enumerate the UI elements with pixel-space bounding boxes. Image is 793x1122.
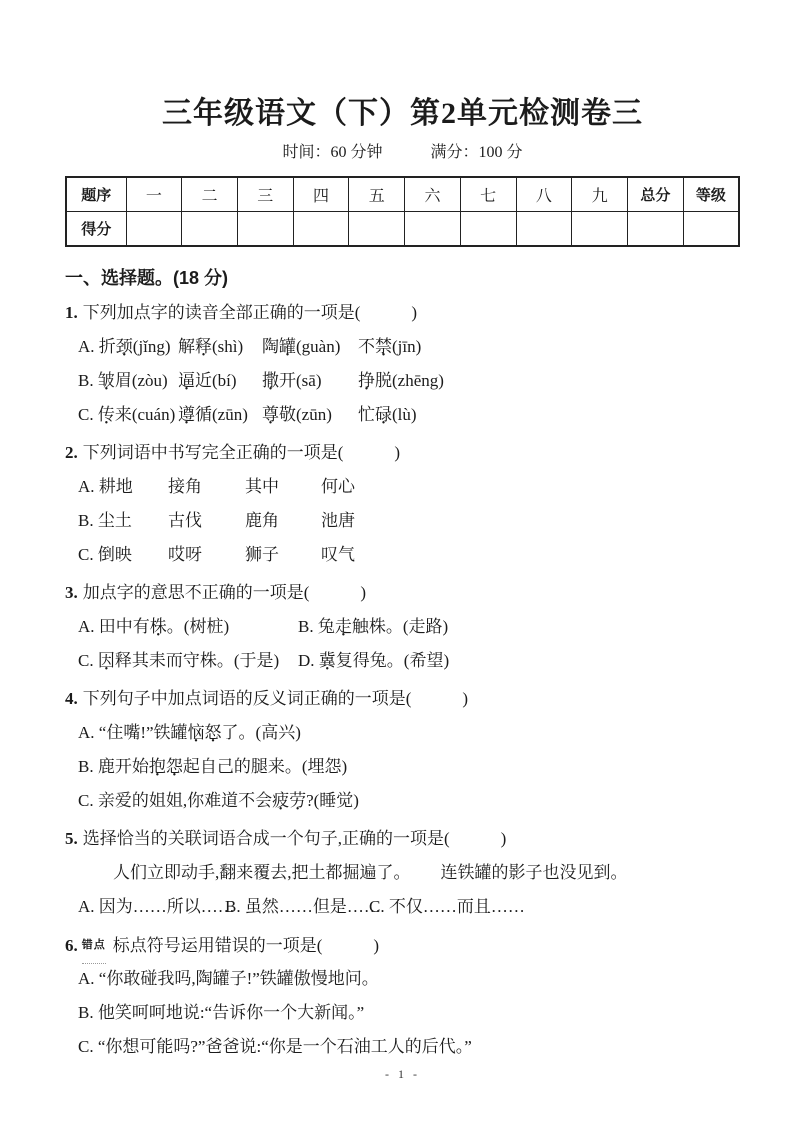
page-number: - 1 - [385, 1067, 420, 1081]
option-row [65, 364, 740, 398]
score-row-label: 得分 [66, 212, 126, 247]
option-row [65, 644, 740, 678]
score-cell-empty [627, 212, 683, 247]
question-number: 3. [65, 583, 78, 602]
score-table [65, 176, 740, 247]
option-word: 撒开(sā) [262, 371, 322, 390]
option-row [65, 610, 740, 644]
question-stem: 选择恰当的关联词语合成一个句子,正确的一项是( ) [82, 829, 507, 848]
score-table-col: 六 [405, 177, 461, 212]
option-c: C. 倒映 [78, 545, 132, 564]
score-table-col: 二 [182, 177, 238, 212]
option-a: A. “你敢碰我吗,陶罐子!”铁罐傲慢地问。 [78, 969, 379, 988]
option-word: 忙碌(lù) [358, 405, 417, 424]
option-row [65, 398, 740, 432]
score-table-col: 三 [237, 177, 293, 212]
option-row [65, 504, 740, 538]
score-cell-empty [182, 212, 238, 247]
option-word: 遵循(zūn) [178, 405, 248, 424]
option-word: 哎呀 [168, 545, 202, 564]
score-cell-empty [349, 212, 405, 247]
question-number: 6. [65, 936, 78, 955]
question-stem: 标点符号运用错误的一项是( ) [112, 936, 380, 955]
option-word: 叹气 [321, 545, 355, 564]
question-stem-line [65, 436, 740, 470]
option-word: 陶罐(guàn) [262, 337, 341, 356]
cloze-sentence-right: 连铁罐的影子也没见到。 [440, 863, 628, 882]
question-5 [65, 822, 740, 924]
score-table-col: 九 [572, 177, 628, 212]
option-row [65, 890, 740, 924]
exam-time-score-info: 时间：60 分钟 满分：100 分 [282, 144, 523, 161]
option-word: 不禁(jīn) [358, 337, 422, 356]
question-number: 4. [65, 689, 78, 708]
option-word: 解释(shì) [178, 337, 244, 356]
score-table-label: 题序 [66, 177, 126, 212]
option-word: 古伐 [168, 511, 202, 530]
score-table-col-grade: 等级 [683, 177, 739, 212]
score-cell-empty [237, 212, 293, 247]
section-heading: 一、选择题。(18 分) [65, 268, 229, 288]
option-word: 池唐 [321, 511, 355, 530]
option-word: 鹿角 [245, 511, 279, 530]
option-a: A. 耕地 [78, 477, 133, 496]
question-stem-line [65, 928, 740, 962]
score-table-col: 一 [126, 177, 182, 212]
cloze-sentence [65, 856, 740, 890]
score-cell-empty [516, 212, 572, 247]
question-4 [65, 682, 740, 818]
question-stem: 下列加点字的读音全部正确的一项是( ) [82, 303, 418, 322]
option-row [65, 538, 740, 572]
option-b: B. 兔走触株。(走路) [298, 617, 449, 636]
option-a: A. 田中有株。(树桩) [78, 617, 230, 636]
option-row [65, 470, 740, 504]
score-table-header-row [66, 177, 739, 212]
score-table-col: 四 [293, 177, 349, 212]
question-number: 2. [65, 443, 78, 462]
question-stem: 下列词语中书写完全正确的一项是( ) [82, 443, 401, 462]
question-3 [65, 576, 740, 678]
score-table-score-row [66, 212, 739, 247]
question-number: 5. [65, 829, 78, 848]
question-stem: 下列句子中加点词语的反义词正确的一项是( ) [82, 689, 469, 708]
option-c: C. 亲爱的姐姐,你难道不会疲劳?(睡觉) [78, 791, 359, 810]
question-2 [65, 436, 740, 572]
score-cell-empty [405, 212, 461, 247]
option-word: 狮子 [245, 545, 279, 564]
option-b: B. 皱眉(zòu) [78, 371, 168, 390]
question-stem-line [65, 822, 740, 856]
cloze-sentence-left: 人们立即动手,翻来覆去,把土都掘遍了。 [113, 863, 411, 882]
score-cell-empty [683, 212, 739, 247]
score-table-col-total: 总分 [627, 177, 683, 212]
option-word: 逼近(bí) [178, 371, 237, 390]
question-6 [65, 928, 740, 1064]
question-number: 1. [65, 303, 78, 322]
question-stem-line [65, 682, 740, 716]
score-table-col: 七 [460, 177, 516, 212]
option-word: 挣脱(zhēng) [358, 371, 444, 390]
score-table-col: 八 [516, 177, 572, 212]
score-cell-empty [126, 212, 182, 247]
option-b: B. 尘土 [78, 511, 132, 530]
score-cell-empty [293, 212, 349, 247]
option-a: A. 折颈(jǐng) [78, 337, 171, 356]
question-stem-line [65, 576, 740, 610]
option-b: B. 他笑呵呵地说:“告诉你一个大新闻。” [78, 1003, 365, 1022]
option-c: C. “你想可能吗?”爸爸说:“你是一个石油工人的后代。” [78, 1037, 472, 1056]
option-c: C. 传来(cuán) [78, 405, 176, 424]
error-point-badge: 错点 [82, 928, 106, 964]
question-stem-line [65, 296, 740, 330]
option-d: D. 冀复得兔。(希望) [298, 651, 450, 670]
option-c: C. 不仅……而且…… [369, 897, 525, 916]
option-a: A. 因为……所以…… [78, 897, 235, 916]
option-row [65, 330, 740, 364]
score-cell-empty [460, 212, 516, 247]
score-cell-empty [572, 212, 628, 247]
option-word: 接角 [168, 477, 202, 496]
question-1 [65, 296, 740, 432]
option-b: B. 虽然……但是…… [225, 897, 381, 916]
option-word: 尊敬(zūn) [262, 405, 332, 424]
question-stem: 加点字的意思不正确的一项是( ) [82, 583, 367, 602]
option-word: 其中 [245, 477, 279, 496]
option-a: A. “住嘴!”铁罐恼怒了。(高兴) [78, 723, 301, 742]
score-table-col: 五 [349, 177, 405, 212]
option-c: C. 因释其耒而守株。(于是) [78, 651, 280, 670]
option-b: B. 鹿开始抱怨起自己的腿来。(埋怨) [78, 757, 348, 776]
page-title: 三年级语文（下）第2单元检测卷三 [162, 97, 643, 130]
option-word: 何心 [321, 477, 355, 496]
